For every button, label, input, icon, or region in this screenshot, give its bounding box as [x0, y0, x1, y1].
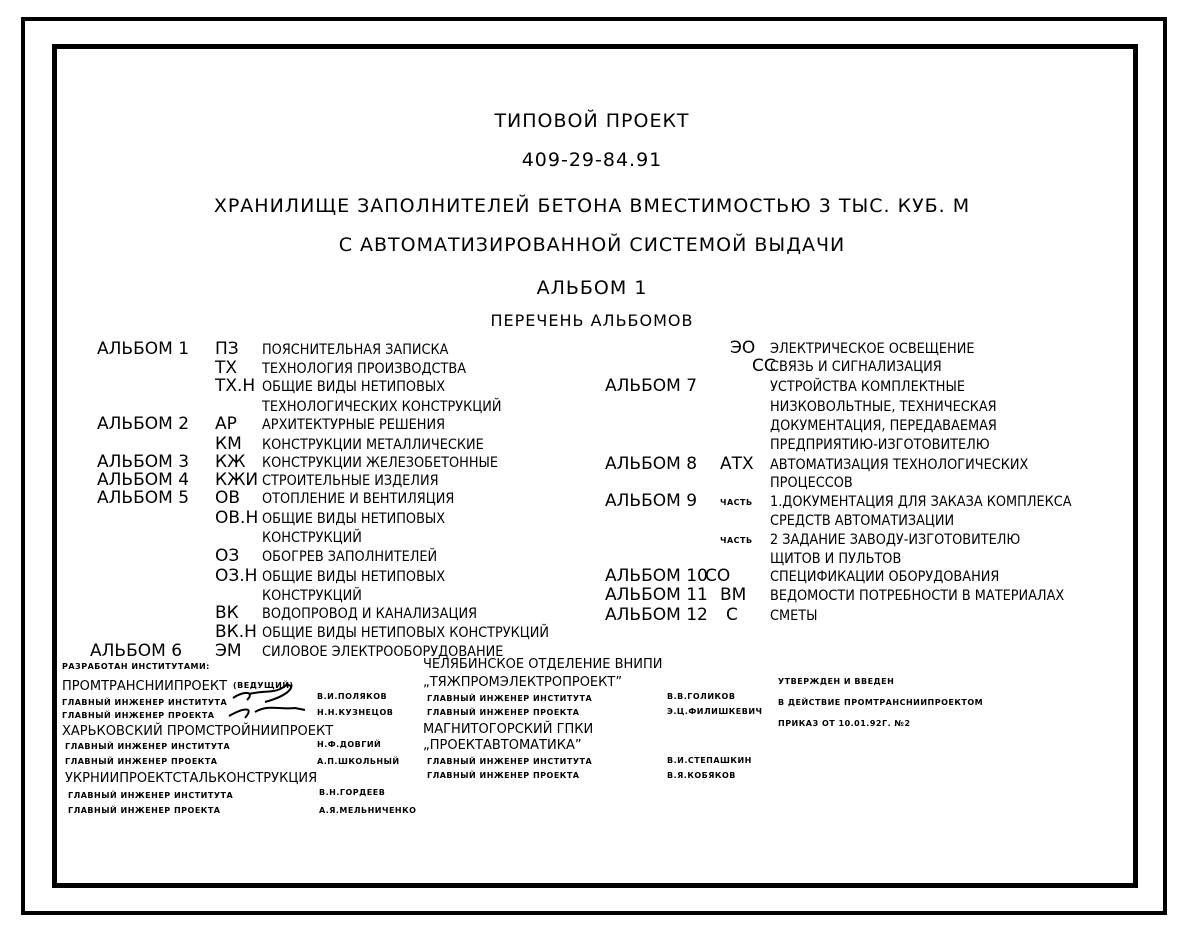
- org-name: ЧЕЛЯБИНСКОЕ ОТДЕЛЕНИЕ ВНИПИ: [423, 657, 663, 672]
- section-description: ВОДОПРОВОД И КАНАЛИЗАЦИЯ: [262, 606, 478, 622]
- album-label: АЛЬБОМ 11: [605, 585, 708, 605]
- album-label: АЛЬБОМ 12: [605, 605, 708, 625]
- org-name: МАГНИТОГОРСКИЙ ГПКИ: [423, 722, 594, 737]
- approval-line3: ПРИКАЗ ОТ 10.01.92Г. №2: [778, 719, 911, 728]
- album-label: АЛЬБОМ 2: [97, 414, 190, 434]
- album-label: АЛЬБОМ 7: [605, 376, 698, 396]
- role: ГЛАВНЫЙ ИНЖЕНЕР ПРОЕКТА: [68, 806, 221, 815]
- person: В.Н.ГОРДЕЕВ: [319, 788, 386, 797]
- role: ГЛАВНЫЙ ИНЖЕНЕР ИНСТИТУТА: [427, 757, 593, 766]
- section-code: СС: [752, 356, 776, 376]
- approval-line2: В ДЕЙСТВИЕ ПРОМТРАНСНИИПРОЕКТОМ: [778, 698, 984, 707]
- section-description: ОБЩИЕ ВИДЫ НЕТИПОВЫХ: [262, 379, 446, 395]
- section-code: ПЗ: [215, 339, 239, 359]
- list-title: ПЕРЕЧЕНЬ АЛЬБОМОВ: [490, 311, 694, 330]
- section-code: ОЗ: [215, 546, 240, 566]
- section-code: АР: [215, 414, 237, 434]
- section-description: ПРЕДПРИЯТИЮ-ИЗГОТОВИТЕЛЮ: [770, 437, 990, 453]
- section-code: ТХ: [215, 358, 238, 378]
- album-label: АЛЬБОМ 3: [97, 452, 190, 472]
- approval-line1: УТВЕРЖДЕН И ВВЕДЕН: [778, 677, 895, 686]
- role: ГЛАВНЫЙ ИНЖЕНЕР ИНСТИТУТА: [427, 694, 593, 703]
- section-description: УСТРОЙСТВА КОМПЛЕКТНЫЕ: [770, 379, 965, 395]
- album-label: АЛЬБОМ 4: [97, 470, 190, 490]
- org-name-2: „ТЯЖПРОМЭЛЕКТРОПРОЕКТ”: [423, 675, 623, 690]
- person: Н.Ф.ДОВГИЙ: [317, 740, 382, 749]
- section-description: КОНСТРУКЦИЙ: [262, 530, 362, 546]
- section-code: ОЗ.Н: [215, 566, 258, 586]
- section-description: ОБЩИЕ ВИДЫ НЕТИПОВЫХ КОНСТРУКЦИЙ: [262, 625, 550, 641]
- org-name: УКРНИИПРОЕКТСТАЛЬКОНСТРУКЦИЯ: [65, 771, 318, 786]
- section-code: ТХ.Н: [215, 376, 256, 396]
- role: ГЛАВНЫЙ ИНЖЕНЕР ПРОЕКТА: [65, 757, 218, 766]
- person: В.В.ГОЛИКОВ: [667, 692, 736, 701]
- section-description: ЭЛЕКТРИЧЕСКОЕ ОСВЕЩЕНИЕ: [770, 341, 975, 357]
- section-description: КОНСТРУКЦИИ МЕТАЛЛИЧЕСКИЕ: [262, 437, 484, 453]
- album-label: АЛЬБОМ 8: [605, 454, 698, 474]
- album-title: АЛЬБОМ 1: [536, 277, 648, 299]
- section-code: ВМ: [720, 585, 747, 605]
- role: ГЛАВНЫЙ ИНЖЕНЕР ИНСТИТУТА: [62, 698, 228, 707]
- role: ГЛАВНЫЙ ИНЖЕНЕР ПРОЕКТА: [62, 711, 215, 720]
- section-code: ОВ.Н: [215, 508, 259, 528]
- section-description: ОБЩИЕ ВИДЫ НЕТИПОВЫХ: [262, 511, 446, 527]
- section-description: КОНСТРУКЦИИ ЖЕЛЕЗОБЕТОННЫЕ: [262, 455, 499, 471]
- album-label: АЛЬБОМ 1: [97, 339, 190, 359]
- part-label: ЧАСТЬ: [720, 498, 753, 507]
- org-note: (ВЕДУЩИЙ): [233, 681, 294, 690]
- section-description: СМЕТЫ: [770, 608, 818, 624]
- section-description: ОТОПЛЕНИЕ И ВЕНТИЛЯЦИЯ: [262, 491, 455, 507]
- section-code: ВК.Н: [215, 622, 257, 642]
- section-description: АРХИТЕКТУРНЫЕ РЕШЕНИЯ: [262, 417, 446, 433]
- section-code: ЭМ: [215, 641, 242, 661]
- person: А.П.ШКОЛЬНЫЙ: [317, 757, 400, 766]
- section-description: ОБОГРЕВ ЗАПОЛНИТЕЛЕЙ: [262, 549, 438, 565]
- album-label: АЛЬБОМ 6: [90, 641, 183, 661]
- org-name: ПРОМТРАНСНИИПРОЕКТ: [62, 679, 228, 694]
- section-description: АВТОМАТИЗАЦИЯ ТЕХНОЛОГИЧЕСКИХ: [770, 457, 1029, 473]
- section-description: СПЕЦИФИКАЦИИ ОБОРУДОВАНИЯ: [770, 569, 1000, 585]
- section-description: ОБЩИЕ ВИДЫ НЕТИПОВЫХ: [262, 569, 446, 585]
- part-label: ЧАСТЬ: [720, 536, 753, 545]
- person: В.И.СТЕПАШКИН: [667, 756, 752, 765]
- album-label: АЛЬБОМ 10: [605, 566, 708, 586]
- section-code: АТХ: [720, 454, 754, 474]
- section-description: ПРОЦЕССОВ: [770, 475, 853, 491]
- org-name: ХАРЬКОВСКИЙ ПРОМСТРОЙНИИПРОЕКТ: [62, 724, 334, 739]
- section-code: КЖ: [215, 452, 246, 472]
- developers-heading: РАЗРАБОТАН ИНСТИТУТАМИ:: [62, 662, 210, 671]
- section-code: СО: [705, 566, 731, 586]
- section-description: 2 ЗАДАНИЕ ЗАВОДУ-ИЗГОТОВИТЕЛЮ: [770, 532, 1021, 548]
- section-description: НИЗКОВОЛЬТНЫЕ, ТЕХНИЧЕСКАЯ: [770, 399, 997, 415]
- project-number: 409-29-84.91: [521, 149, 663, 171]
- section-code: С: [726, 605, 738, 625]
- role: ГЛАВНЫЙ ИНЖЕНЕР ПРОЕКТА: [427, 708, 580, 717]
- section-description: СРЕДСТВ АВТОМАТИЗАЦИИ: [770, 513, 955, 529]
- person: Э.Ц.ФИЛИШКЕВИЧ: [667, 707, 763, 716]
- signatures-image: [225, 680, 315, 722]
- section-description: ПОЯСНИТЕЛЬНАЯ ЗАПИСКА: [262, 342, 449, 358]
- section-code: ВК: [215, 603, 239, 623]
- section-description: ДОКУМЕНТАЦИЯ, ПЕРЕДАВАЕМАЯ: [770, 418, 997, 434]
- person: А.Я.МЕЛЬНИЧЕНКО: [319, 806, 417, 815]
- section-description: ТЕХНОЛОГИЯ ПРОИЗВОДСТВА: [262, 361, 467, 377]
- project-type: ТИПОВОЙ ПРОЕКТ: [494, 110, 690, 132]
- album-label: АЛЬБОМ 5: [97, 488, 190, 508]
- person: В.И.ПОЛЯКОВ: [317, 692, 388, 701]
- org-name-2: „ПРОЕКТАВТОМАТИКА”: [423, 738, 582, 753]
- section-description: ТЕХНОЛОГИЧЕСКИХ КОНСТРУКЦИЙ: [262, 399, 502, 415]
- section-description: СВЯЗЬ И СИГНАЛИЗАЦИЯ: [770, 359, 942, 375]
- section-description: 1.ДОКУМЕНТАЦИЯ ДЛЯ ЗАКАЗА КОМПЛЕКСА: [770, 494, 1072, 510]
- section-description: СИЛОВОЕ ЭЛЕКТРООБОРУДОВАНИЕ: [262, 644, 504, 660]
- section-code: КМ: [215, 434, 242, 454]
- person: В.Я.КОБЯКОВ: [667, 771, 736, 780]
- role: ГЛАВНЫЙ ИНЖЕНЕР ИНСТИТУТА: [68, 791, 234, 800]
- person: Н.Н.КУЗНЕЦОВ: [317, 708, 394, 717]
- title-line2: С АВТОМАТИЗИРОВАННОЙ СИСТЕМОЙ ВЫДАЧИ: [338, 234, 846, 256]
- section-description: ЩИТОВ И ПУЛЬТОВ: [770, 551, 902, 567]
- role: ГЛАВНЫЙ ИНЖЕНЕР ПРОЕКТА: [427, 771, 580, 780]
- section-description: СТРОИТЕЛЬНЫЕ ИЗДЕЛИЯ: [262, 473, 439, 489]
- section-code: ОВ: [215, 488, 241, 508]
- role: ГЛАВНЫЙ ИНЖЕНЕР ИНСТИТУТА: [65, 742, 231, 751]
- album-label: АЛЬБОМ 9: [605, 491, 698, 511]
- title-line1: ХРАНИЛИЩЕ ЗАПОЛНИТЕЛЕЙ БЕТОНА ВМЕСТИМОСТЬЮ 3 ТЫС. КУБ. М: [213, 195, 971, 217]
- section-description: КОНСТРУКЦИЙ: [262, 588, 362, 604]
- section-code: КЖИ: [215, 470, 259, 490]
- section-code: ЭО: [730, 338, 756, 358]
- section-description: ВЕДОМОСТИ ПОТРЕБНОСТИ В МАТЕРИАЛАХ: [770, 588, 1065, 604]
